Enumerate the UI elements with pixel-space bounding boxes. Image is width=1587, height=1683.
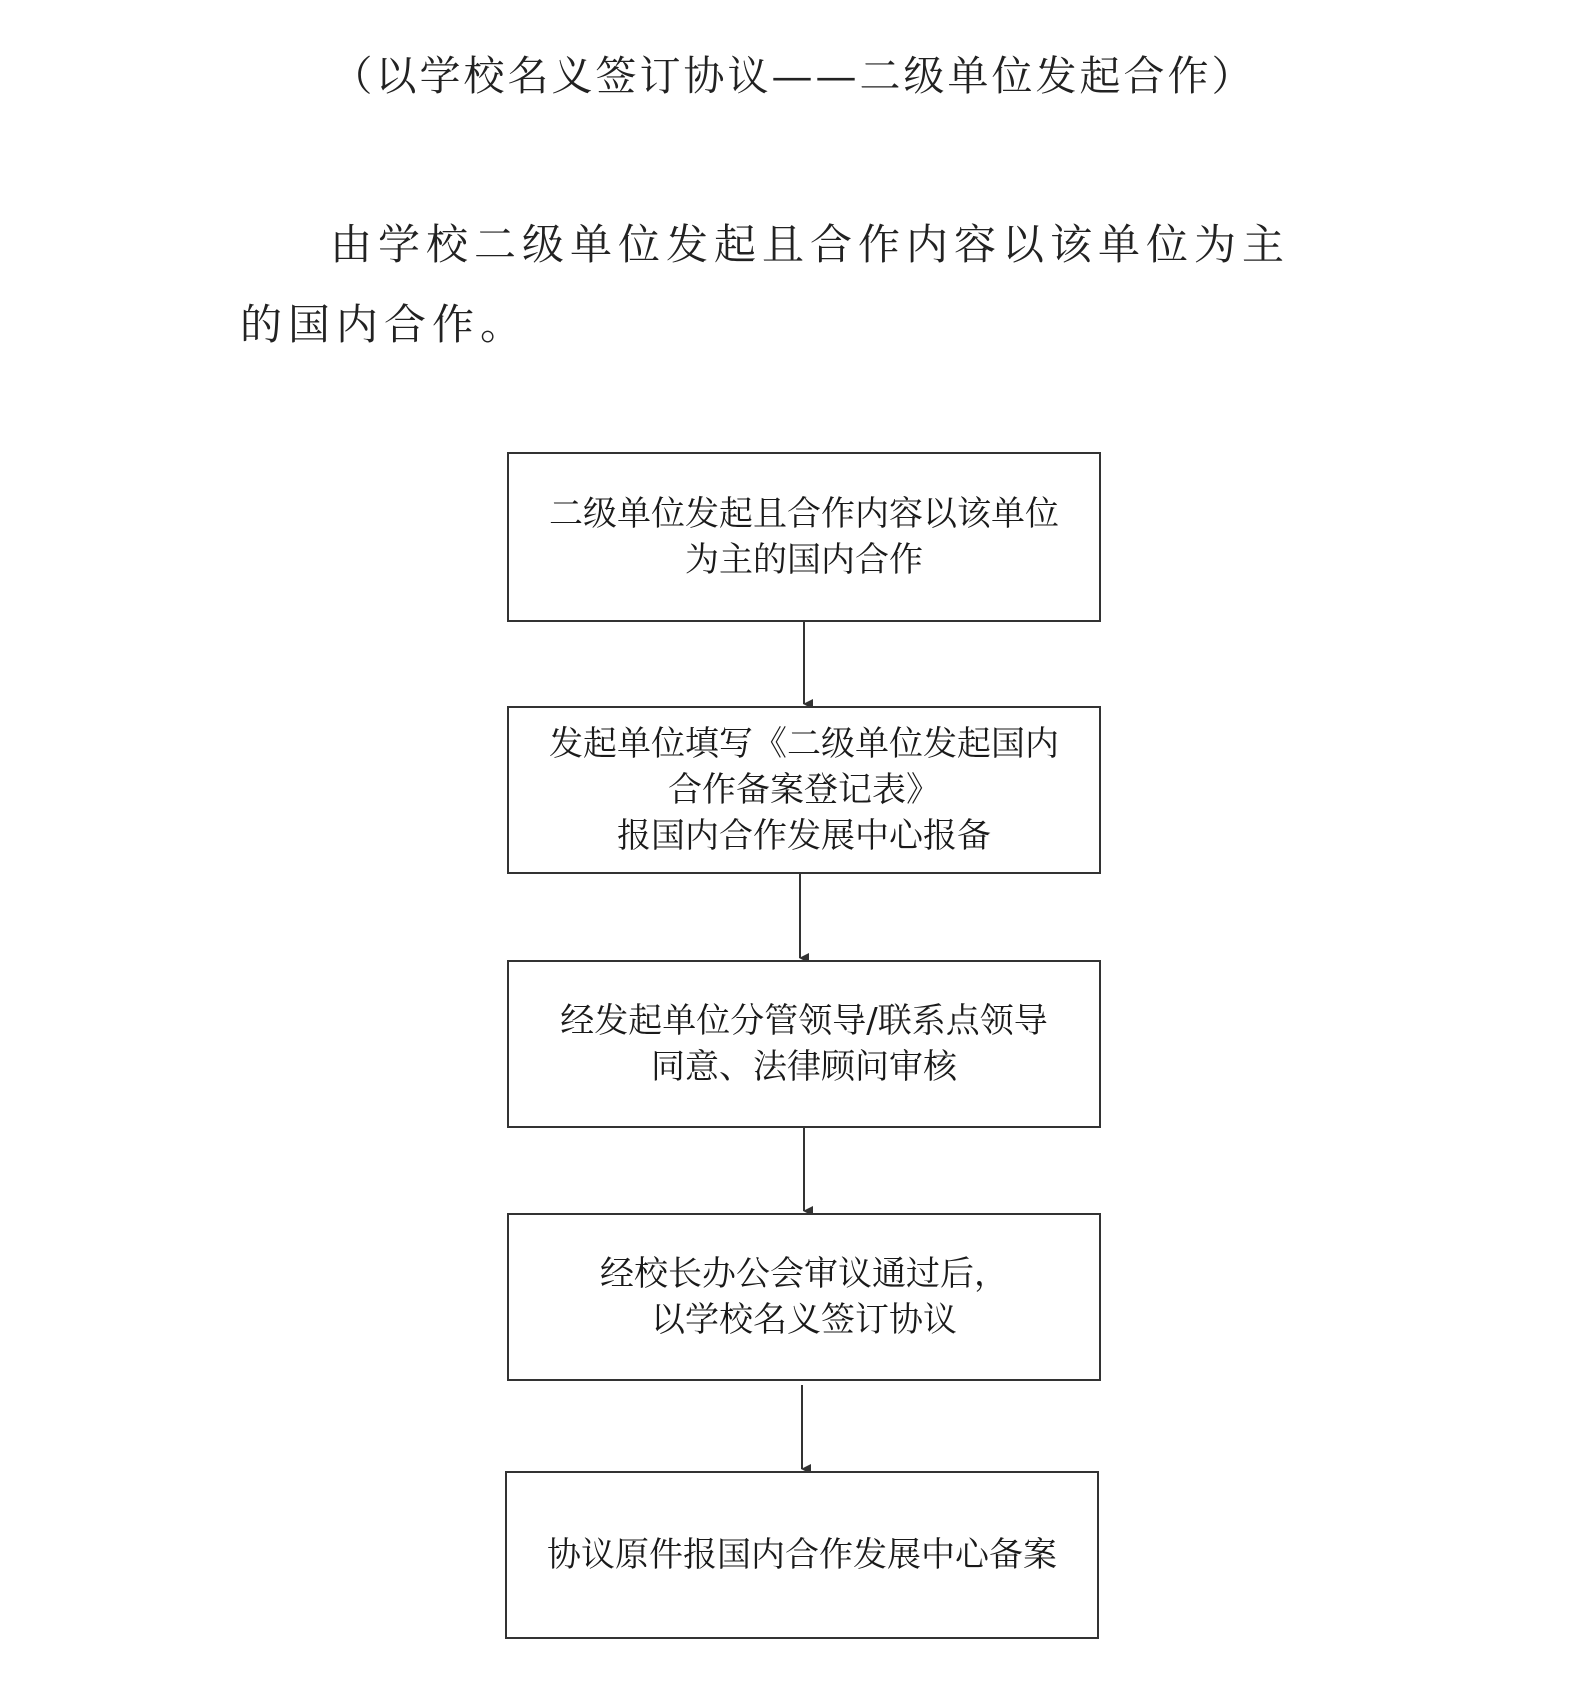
flow-step-approval — [507, 960, 1101, 1128]
document-subtitle: （以学校名义签订协议——二级单位发起合作） — [331, 52, 1256, 100]
flow-step-initiation — [507, 452, 1101, 622]
flow-step-initiation-text: 二级单位发起且合作内容以该单位 为主的国内合作 — [549, 494, 1059, 580]
flow-step-filing — [505, 1471, 1099, 1639]
intro-paragraph: 由学校二级单位发起且合作内容以该单位为主的国内合作。 — [240, 220, 1291, 349]
flow-step-signing — [507, 1213, 1101, 1381]
flow-step-filing-text: 协议原件报国内合作发展中心备案 — [547, 1535, 1057, 1575]
flow-step-registration-text: 发起单位填写《二级单位发起国内 合作备案登记表》 报国内合作发展中心报备 — [549, 724, 1059, 856]
flow-step-signing-text: 经校长办公会审议通过后， 以学校名义签订协议 — [600, 1254, 1008, 1340]
flow-step-approval-text: 经发起单位分管领导/联系点领导 同意、法律顾问审核 — [560, 1001, 1048, 1087]
flow-step-registration — [507, 706, 1101, 874]
